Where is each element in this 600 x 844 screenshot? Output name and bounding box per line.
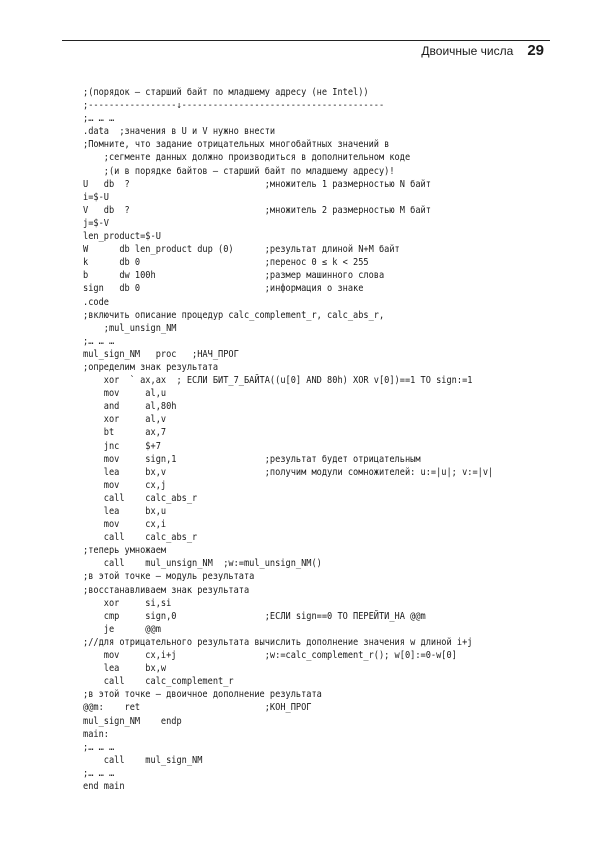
code-line: lea bx,w bbox=[83, 663, 167, 675]
code-line: mul_sign_NM proc ;НАЧ_ПРОГ bbox=[83, 348, 239, 360]
code-listing bbox=[83, 86, 522, 793]
code-line: ;… … … bbox=[83, 741, 115, 753]
code-line: j=$-V bbox=[83, 217, 109, 229]
code-line: main: bbox=[83, 728, 109, 740]
code-line: ;… … … bbox=[83, 767, 115, 779]
running-header-title: Двоичные числа bbox=[421, 44, 514, 58]
code-line: ;… … … bbox=[83, 113, 115, 125]
code-line: W db len_product dup (0) ;результат длиной N+M байт bbox=[83, 244, 400, 256]
code-line: ;в этой точке – двоичное дополнение результата bbox=[83, 689, 322, 701]
code-line: ;в этой точке – модуль результата bbox=[83, 571, 255, 583]
code-line: k db 0 ;перенос 0 ≤ k < 255 bbox=[83, 257, 369, 269]
code-line: cmp sign,0 ;ЕСЛИ sign==0 TO ПЕРЕЙТИ_НА @@m bbox=[83, 610, 426, 622]
code-line: ;включить описание процедур calc_complement_r, calc_abs_r, bbox=[83, 309, 385, 321]
code-line: mov al,u bbox=[83, 388, 167, 400]
code-line: ;//для отрицательного результата вычислить дополнение значения w длиной i+j bbox=[83, 636, 473, 648]
code-line: i=$-U bbox=[83, 191, 109, 203]
code-line: call calc_abs_r bbox=[83, 532, 198, 544]
code-line: xor al,v bbox=[83, 414, 167, 426]
code-line: ;-----------------↓--------------------------------------- bbox=[83, 100, 385, 112]
code-line: and al,80h bbox=[83, 401, 177, 413]
code-line: ;mul_unsign_NM bbox=[83, 322, 177, 334]
code-line: call calc_complement_r bbox=[83, 676, 234, 688]
code-line: xor si,si bbox=[83, 597, 172, 609]
code-line: end main bbox=[83, 780, 125, 792]
code-line: ;(и в порядке байтов – старший байт по младшему адресу)! bbox=[83, 165, 395, 177]
code-line: .code bbox=[83, 296, 109, 308]
code-line: ;теперь умножаем bbox=[83, 545, 167, 557]
code-line: lea bx,v ;получим модули сомножителей: u:=|u|; v:=|v| bbox=[83, 466, 494, 478]
code-line: mov sign,1 ;результат будет отрицательным bbox=[83, 453, 421, 465]
code-line: mov cx,i+j ;w:=calc_complement_r(); w[0]:=0-w[0] bbox=[83, 650, 457, 662]
code-line: @@m: ret ;КОН_ПРОГ bbox=[83, 702, 312, 714]
code-line: call calc_abs_r bbox=[83, 492, 198, 504]
code-line: ;Помните, что задание отрицательных многобайтных значений в bbox=[83, 139, 390, 151]
code-line: call mul_sign_NM bbox=[83, 754, 203, 766]
code-line: .data ;значения в U и V нужно внести bbox=[83, 126, 276, 138]
code-line: xor ` ax,ax ; ЕСЛИ БИТ_7_БАЙТА((u[0] AND 80h) XOR v[0])==1 TO sign:=1 bbox=[83, 375, 473, 387]
page-number: 29 bbox=[527, 42, 544, 59]
code-line: call mul_unsign_NM ;w:=mul_unsign_NM() bbox=[83, 558, 322, 570]
header-rule bbox=[62, 40, 550, 41]
code-line: jnc $+7 bbox=[83, 440, 161, 452]
code-line: ;восстанавливаем знак результата bbox=[83, 584, 250, 596]
code-line: ;(порядок – старший байт по младшему адресу (не Intel)) bbox=[83, 87, 369, 98]
code-line: ;сегменте данных должно производиться в дополнительном коде bbox=[83, 152, 411, 164]
code-line: lea bx,u bbox=[83, 506, 167, 517]
code-line: je @@m bbox=[83, 623, 161, 635]
running-header bbox=[421, 42, 544, 59]
code-line: mov cx,j bbox=[83, 479, 167, 491]
code-line: U db ? ;множитель 1 размерностью N байт bbox=[83, 178, 431, 190]
code-line: mov cx,i bbox=[83, 519, 167, 531]
code-line: mul_sign_NM endp bbox=[83, 715, 182, 727]
code-line: ;… … … bbox=[83, 335, 115, 347]
code-line: bt ax,7 bbox=[83, 427, 167, 439]
code-line: sign db 0 ;информация о знаке bbox=[83, 283, 364, 295]
code-line: b dw 100h ;размер машинного слова bbox=[83, 270, 385, 282]
code-line: ;определим знак результата bbox=[83, 361, 219, 373]
code-line: len_product=$-U bbox=[83, 231, 161, 243]
code-line: V db ? ;множитель 2 размерностью M байт bbox=[83, 204, 431, 216]
